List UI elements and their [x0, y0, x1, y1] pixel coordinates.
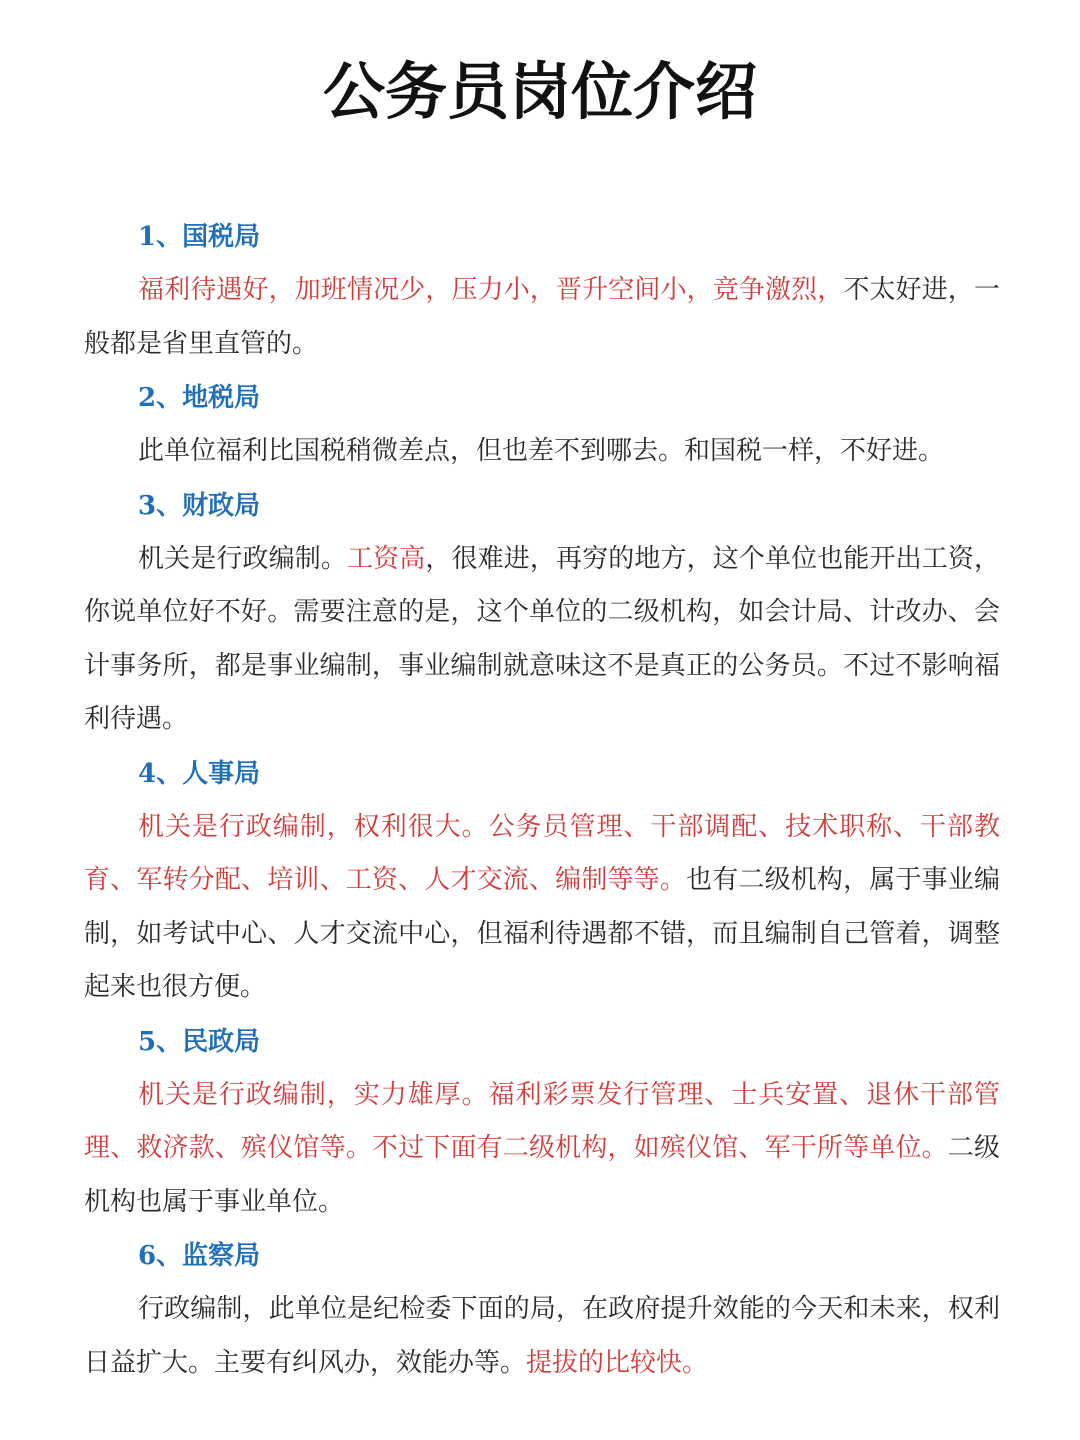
highlight-text: 工资高	[347, 543, 426, 574]
section-body	[84, 264, 1000, 371]
section-body	[84, 425, 1000, 479]
highlight-text: 提拔的比较快。	[526, 1347, 709, 1378]
section-jianchaju	[84, 1229, 1000, 1390]
body-text: 不太好进，一般都是省里直管的。	[84, 275, 1000, 359]
section-heading: 1、国税局	[138, 222, 261, 252]
body-text: 二级机构也属于事业单位。	[84, 1133, 1000, 1217]
section-renshiju	[84, 747, 1000, 1015]
body-text: 行政编制，此单位是纪检委下面的局，在政府提升效能的今天和未来，权利日益扩大。主要有纠风办，效能办等。	[84, 1294, 1000, 1378]
section-caizhengju	[84, 479, 1000, 747]
section-minzhengju	[84, 1015, 1000, 1230]
section-guoshuiju	[84, 210, 1000, 371]
section-heading: 3、财政局	[138, 490, 261, 521]
body-text: 也有二级机构，属于事业编制，如考试中心、人才交流中心，但福利待遇都不错，而且编制自己管着，调整起来也很方便。	[84, 865, 1000, 1002]
section-body	[84, 533, 1000, 747]
section-heading: 6、监察局	[138, 1241, 261, 1271]
section-body	[84, 1283, 1000, 1390]
highlight-text: 福利待遇好，加班情况少，压力小，晋升空间小，竞争激烈，	[138, 275, 844, 305]
body-text: 机关是行政编制。	[138, 543, 347, 574]
section-heading: 4、人事局	[138, 758, 261, 789]
body-text: 此单位福利比国税稍微差点，但也差不到哪去。和国税一样，不好进。	[138, 436, 945, 466]
section-body	[84, 801, 1000, 1015]
document-content	[84, 210, 1000, 1390]
section-body	[84, 1069, 1000, 1230]
section-heading: 5、民政局	[138, 1026, 261, 1057]
section-heading: 2、地税局	[138, 383, 261, 413]
highlight-text: 机关是行政编制，实力雄厚。福利彩票发行管理、士兵安置、退休干部管理、救济款、殡仪馆等。不过下面有二级机构，如殡仪馆、军干所等单位。	[84, 1079, 1000, 1163]
highlight-text: 机关是行政编制，权利很大。公务员管理、干部调配、技术职称、干部教育、军转分配、培训、工资、人才交流、编制等等。	[84, 811, 1000, 895]
page-title: 公务员岗位介绍	[322, 55, 757, 128]
section-dishuiju	[84, 371, 1000, 479]
body-text: ，很难进，再穷的地方，这个单位也能开出工资，你说单位好不好。需要注意的是，这个单位的二级机构，如会计局、计改办、会计事务所，都是事业编制，事业编制就意味这不是真正的公务员。不过不影响福利待遇。	[84, 543, 1000, 734]
